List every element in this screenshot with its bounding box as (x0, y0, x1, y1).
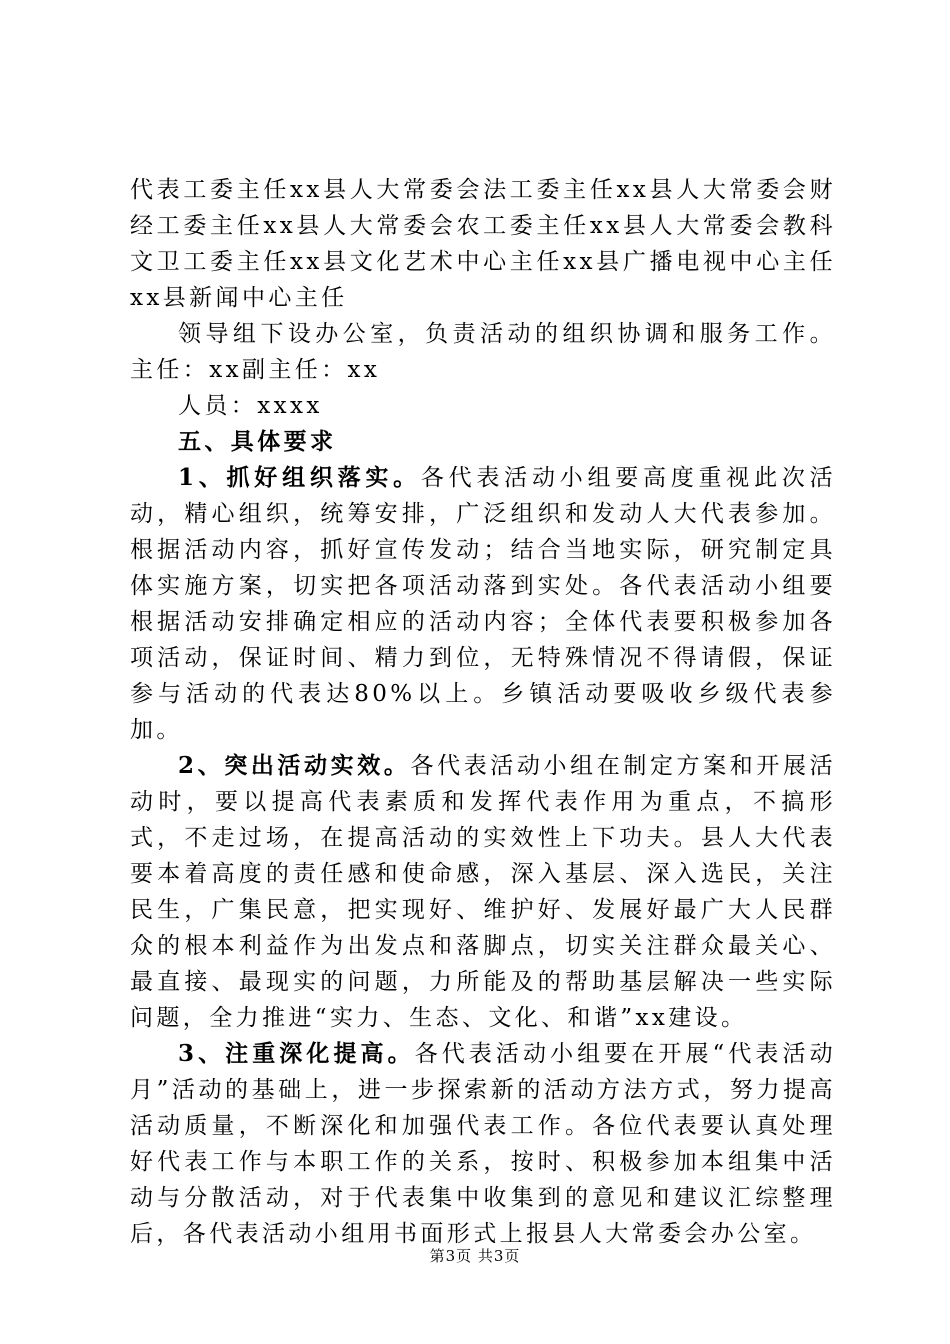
page-footer: 第3页 共3页 (429, 1247, 521, 1265)
section-heading: 五、具体要求 (178, 428, 337, 455)
requirement-3-body: 各代表活动小组要在开展“代表活动月”活动的基础上，进一步探索新的活动方法方式，努力提高活动质量，不断深化和加强代表工作。各位代表要认真处理好代表工作与本职工作的关系，按时、积极参加本组集中活动与分散活动，对于代表集中收集到的意见和建议汇综整理后，各代表活动小组用书面形式上报县人大常委会办公室。 (130, 1041, 836, 1247)
staff-paragraph: 人员：xxxx (178, 393, 323, 419)
requirement-2-lead: 2、突出活动实效。 (178, 752, 411, 779)
requirement-1-lead: 1、抓好组织落实。 (178, 464, 421, 491)
requirement-1-body: 各代表活动小组要高度重视此次活动，精心组织，统筹安排，广泛组织和发动人大代表参加。根据活动内容，抓好宣传发动；结合当地实际，研究制定具体实施方案，切实把各项活动落到实处。各代表活动小组要根据活动安排确定相应的活动内容；全体代表要积极参加各项活动，保证时间、精力到位，无特殊情况不得请假，保证参与活动的代表达80%以上。乡镇活动要吸收乡级代表参加。 (130, 465, 836, 743)
requirement-2-body: 各代表活动小组在制定方案和开展活动时，要以提高代表素质和发挥代表作用为重点，不搞形式，不走过场，在提高活动的实效性上下功夫。县人大代表要本着高度的责任感和使命感，深入基层、深入选民，关注民生，广集民意，把实现好、维护好、发展好最广大人民群众的根本利益作为出发点和落脚点，切实关注群众最关心、最直接、最现实的问题，力所能及的帮助基层解决一些实际问题，全力推进“实力、生态、文化、和谐”xx建设。 (130, 753, 836, 1031)
member-list-paragraph: 代表工委主任xx县人大常委会法工委主任xx县人大常委会财经工委主任xx县人大常委会农工委主任xx县人大常委会教科文卫工委主任xx县文化艺术中心主任xx县广播电视中心主任xx县新闻中心主任 (130, 177, 836, 311)
document-body (130, 172, 836, 1252)
requirement-1 (130, 460, 836, 748)
requirement-2 (130, 748, 836, 1036)
requirement-3 (130, 1036, 836, 1252)
requirement-3-lead: 3、注重深化提高。 (178, 1040, 415, 1067)
office-paragraph: 领导组下设办公室，负责活动的组织协调和服务工作。主任：xx副主任：xx (130, 321, 836, 383)
